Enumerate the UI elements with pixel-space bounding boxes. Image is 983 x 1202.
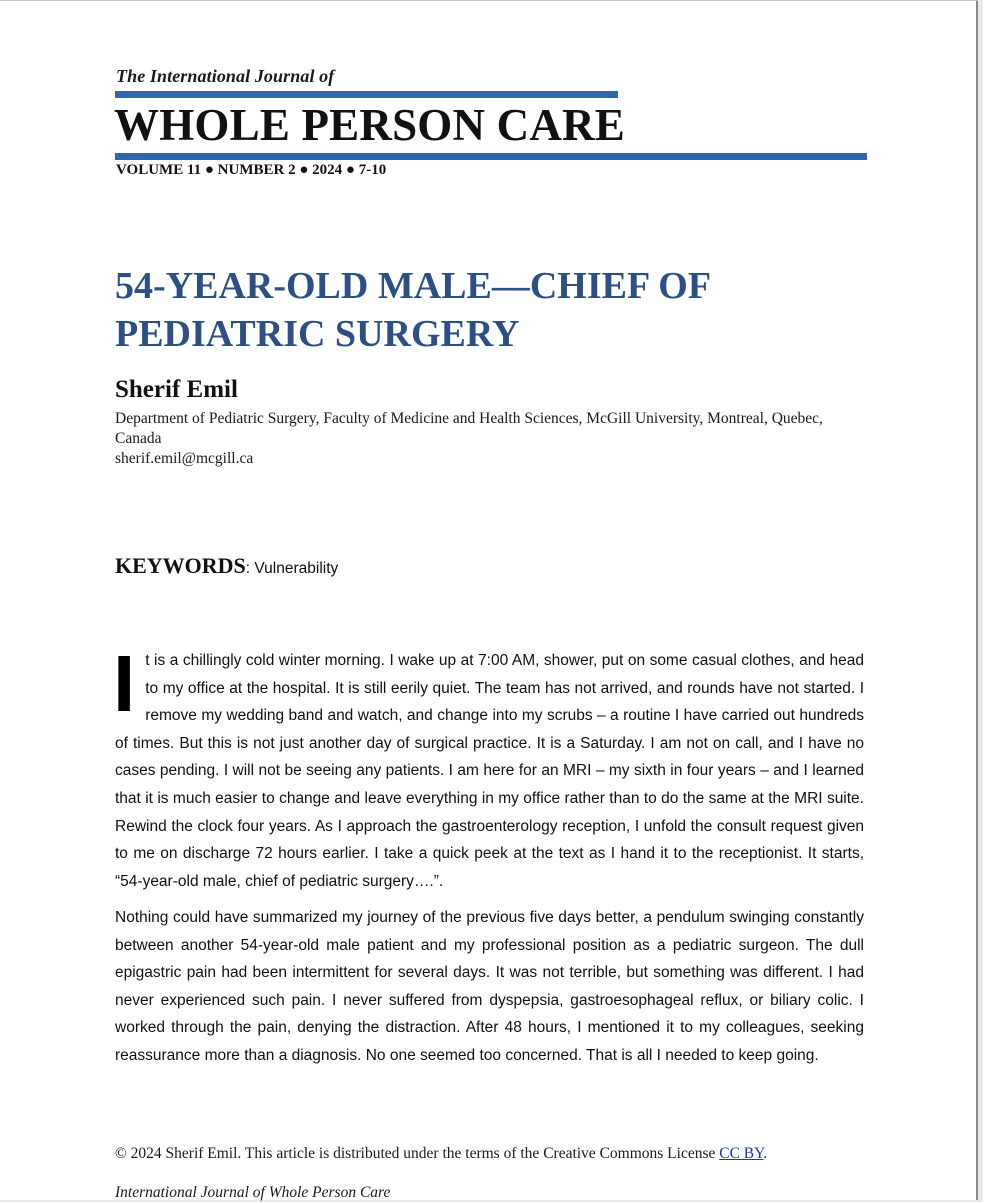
author-name: Sherif Emil	[115, 376, 238, 403]
journal-title: WHOLE PERSON CARE	[114, 100, 625, 150]
license-text: © 2024 Sherif Emil. This article is distributed under the terms of the Creative Commons License	[115, 1145, 720, 1162]
masthead-rule-bottom	[115, 153, 867, 160]
article-title	[115, 262, 875, 358]
body-paragraph-1	[113, 639, 864, 895]
license-end: .	[763, 1145, 768, 1162]
author-email[interactable]: sherif.emil@mcgill.ca	[115, 450, 254, 467]
masthead-rule-top	[115, 91, 618, 98]
paragraph-1-text: t is a chillingly cold winter morning. I wake up at 7:00 AM, shower, put on some casual clothes, and head to my office at the hospital. It is still eerily quiet. The team has not arrived, and rounds have not started. I remove my wedding band and watch, and change into my scrubs – a routine I have carried out hundreds of times. But this is not just another day of surgical practice. It is a Saturday. I am not on call, and I have no cases pending. I will not be seeing any patients. I am here for an MRI – my sixth in four years – and I learned that it is much easier to change and leave everything in my office rather than to do the same at the MRI suite. Rewind the clock four years. As I approach the gastroenterology reception, I unfold the consult request given to me on discharge 72 hours earlier. I take a quick peek at the text as I hand it to the receptionist. It starts, “54-year-old male, chief of pediatric surgery….”.	[115, 652, 864, 890]
keywords-value: : Vulnerability	[245, 560, 339, 577]
license-notice	[115, 1145, 767, 1163]
page-edge	[0, 0, 978, 1]
issue-info: VOLUME 11 ● NUMBER 2 ● 2024 ● 7-10	[116, 162, 387, 178]
author-affiliation	[115, 409, 855, 469]
cc-by-link[interactable]: CC BY	[719, 1145, 764, 1162]
footer-journal-name: International Journal of Whole Person Care	[115, 1184, 391, 1201]
drop-cap: I	[113, 639, 136, 728]
article-title-line-1: 54-YEAR-OLD MALE—CHIEF OF	[115, 265, 712, 307]
article-title-line-2: PEDIATRIC SURGERY	[115, 313, 520, 355]
affiliation-text: Department of Pediatric Surgery, Faculty of Medicine and Health Sciences, McGill University, Montreal, Quebec, Canada	[115, 410, 823, 447]
keywords-label: KEYWORDS	[115, 553, 246, 578]
keywords	[115, 553, 338, 579]
journal-kicker: The International Journal of	[116, 66, 335, 86]
body-paragraph-2: Nothing could have summarized my journey of the previous five days better, a pendulum swinging constantly between another 54-year-old male patient and my professional position as a pediatric surgeon. The dull epigastric pain had been intermittent for several days. It was not terrible, but something was different. I had never experienced such pain. I never suffered from dyspepsia, gastroesophageal reflux, or biliary colic. I worked through the pain, denying the distraction. After 48 hours, I mentioned it to my colleagues, seeking reassurance more than a diagnosis. No one seemed too concerned. That is all I needed to keep going.	[115, 909, 864, 1064]
